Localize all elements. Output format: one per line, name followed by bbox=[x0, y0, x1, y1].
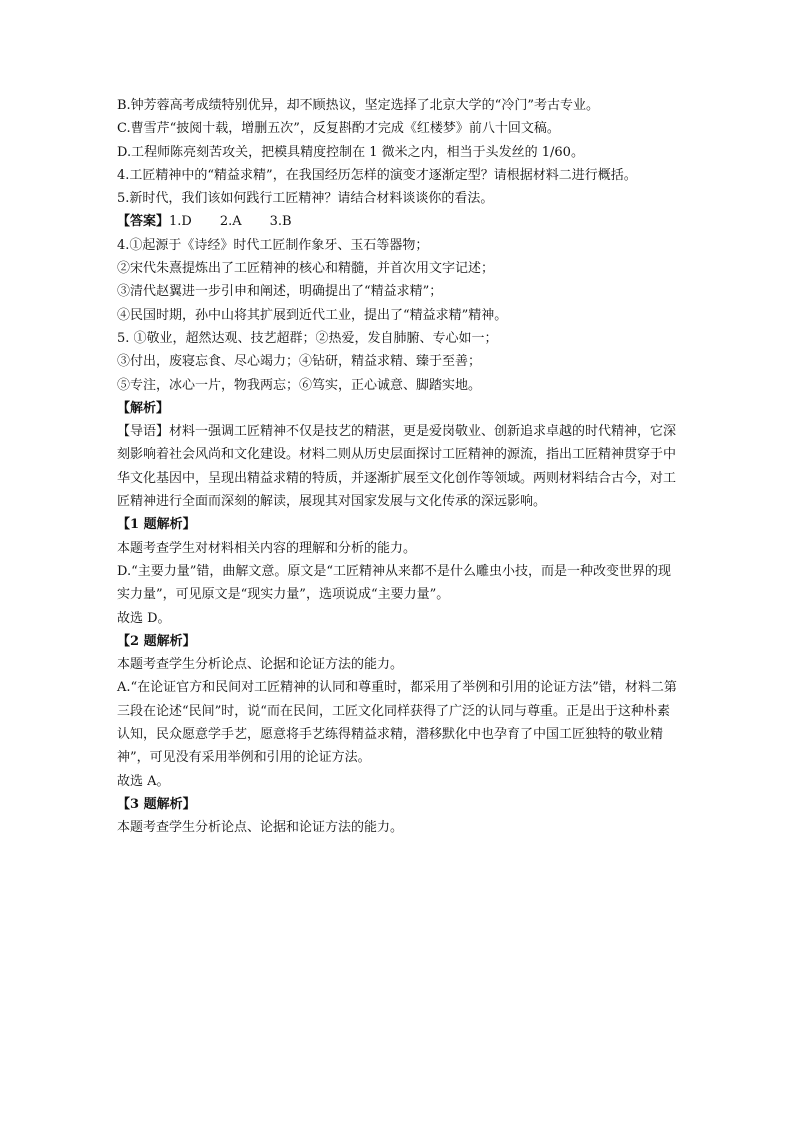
intro-paragraph: 【导语】材料一强调工匠精神不仅是技艺的精湛，更是爱岗敬业、创新追求卓越的时代精神，它深刻影响着社会风尚和文化建设。材料二则从历史层面探讨工匠精神的源流，指出工匠精神贯穿于中华文化基因中，呈现出精益求精的特质，并逐渐扩展至文化创作等领域。两则材料结合古今，对工匠精神进行全面而深刻的解读，展现其对国家发展与文化传承的深远影响。 bbox=[117, 424, 677, 510]
answer-line bbox=[117, 210, 677, 233]
q2-body: A.“在论证官方和民间对工匠精神的认同和尊重时，都采用了举例和引用的论证方法”错，材料二第三段在论述“民间”时，说“而在民间，工匠文化同样获得了广泛的认同与尊重。正是出于这种朴素认知，民众愿意学手艺，愿意将手艺练得精益求精，潜移默化中也孕育了中国工匠独特的敬业精神”，可见没有采用举例和引用的论证方法。 bbox=[117, 680, 677, 766]
q2-heading: 【2 题解析】 bbox=[117, 633, 196, 649]
answer-4-line-1: 4.①起源于《诗经》时代工匠制作象牙、玉石等器物； bbox=[117, 237, 429, 253]
q2-conclusion: 故选 A。 bbox=[117, 773, 170, 789]
answer-1: 1.D bbox=[169, 214, 192, 230]
answer-3: 3.B bbox=[269, 214, 292, 230]
answer-2: 2.A bbox=[219, 214, 242, 230]
answer-5-line-1: 5. ①敬业，超然达观、技艺超群；②热爱，发自肺腑、专心如一； bbox=[117, 330, 498, 346]
answer-4-line-2: ②宋代朱熹提炼出了工匠精神的核心和精髓，并首次用文字记述； bbox=[117, 261, 495, 277]
answer-4-line-3: ③清代赵翼进一步引申和阐述，明确提出了“精益求精”； bbox=[117, 284, 443, 300]
answer-5-line-3: ⑤专注，冰心一片，物我两忘；⑥笃实，正心诚意、脚踏实地。 bbox=[117, 377, 482, 393]
document-content bbox=[117, 94, 677, 840]
question-4: 4.工匠精神中的“精益求精”，在我国经历怎样的演变才逐渐定型？请根据材料二进行概括。 bbox=[117, 167, 637, 183]
q1-lead: 本题考查学生对材料相关内容的理解和分析的能力。 bbox=[117, 540, 417, 556]
option-d: D.工程师陈亮刻苦攻关，把模具精度控制在 1 微米之内，相当于头发丝的 1/60。 bbox=[117, 144, 584, 160]
question-5: 5.新时代，我们该如何践行工匠精神？请结合材料谈谈你的看法。 bbox=[117, 191, 494, 207]
option-c: C.曹雪芹“披阅十载，增删五次”，反复斟酌才完成《红楼梦》前八十回文稿。 bbox=[117, 121, 560, 137]
q1-heading: 【1 题解析】 bbox=[117, 517, 196, 533]
option-b: B.钟芳蓉高考成绩特别优异，却不顾热议，坚定选择了北京大学的“冷门”考古专业。 bbox=[117, 98, 599, 113]
q3-heading: 【3 题解析】 bbox=[117, 796, 196, 812]
q3-lead: 本题考查学生分析论点、论据和论证方法的能力。 bbox=[117, 820, 404, 836]
q2-lead: 本题考查学生分析论点、论据和论证方法的能力。 bbox=[117, 657, 404, 673]
analysis-heading: 【解析】 bbox=[117, 400, 170, 416]
answer-4-line-4: ④民国时期，孙中山将其扩展到近代工业，提出了“精益求精”精神。 bbox=[117, 307, 508, 323]
answer-label: 【答案】 bbox=[117, 214, 170, 230]
q1-body: D.“主要力量”错，曲解文意。原文是“工匠精神从来都不是什么雕虫小技，而是一种改变世界的现实力量”，可见原文是“现实力量”，选项说成“主要力量”。 bbox=[117, 563, 672, 603]
q1-conclusion: 故选 D。 bbox=[117, 610, 171, 626]
answer-5-line-2: ③付出，废寝忘食、尽心竭力；④钻研，精益求精、臻于至善； bbox=[117, 354, 482, 370]
